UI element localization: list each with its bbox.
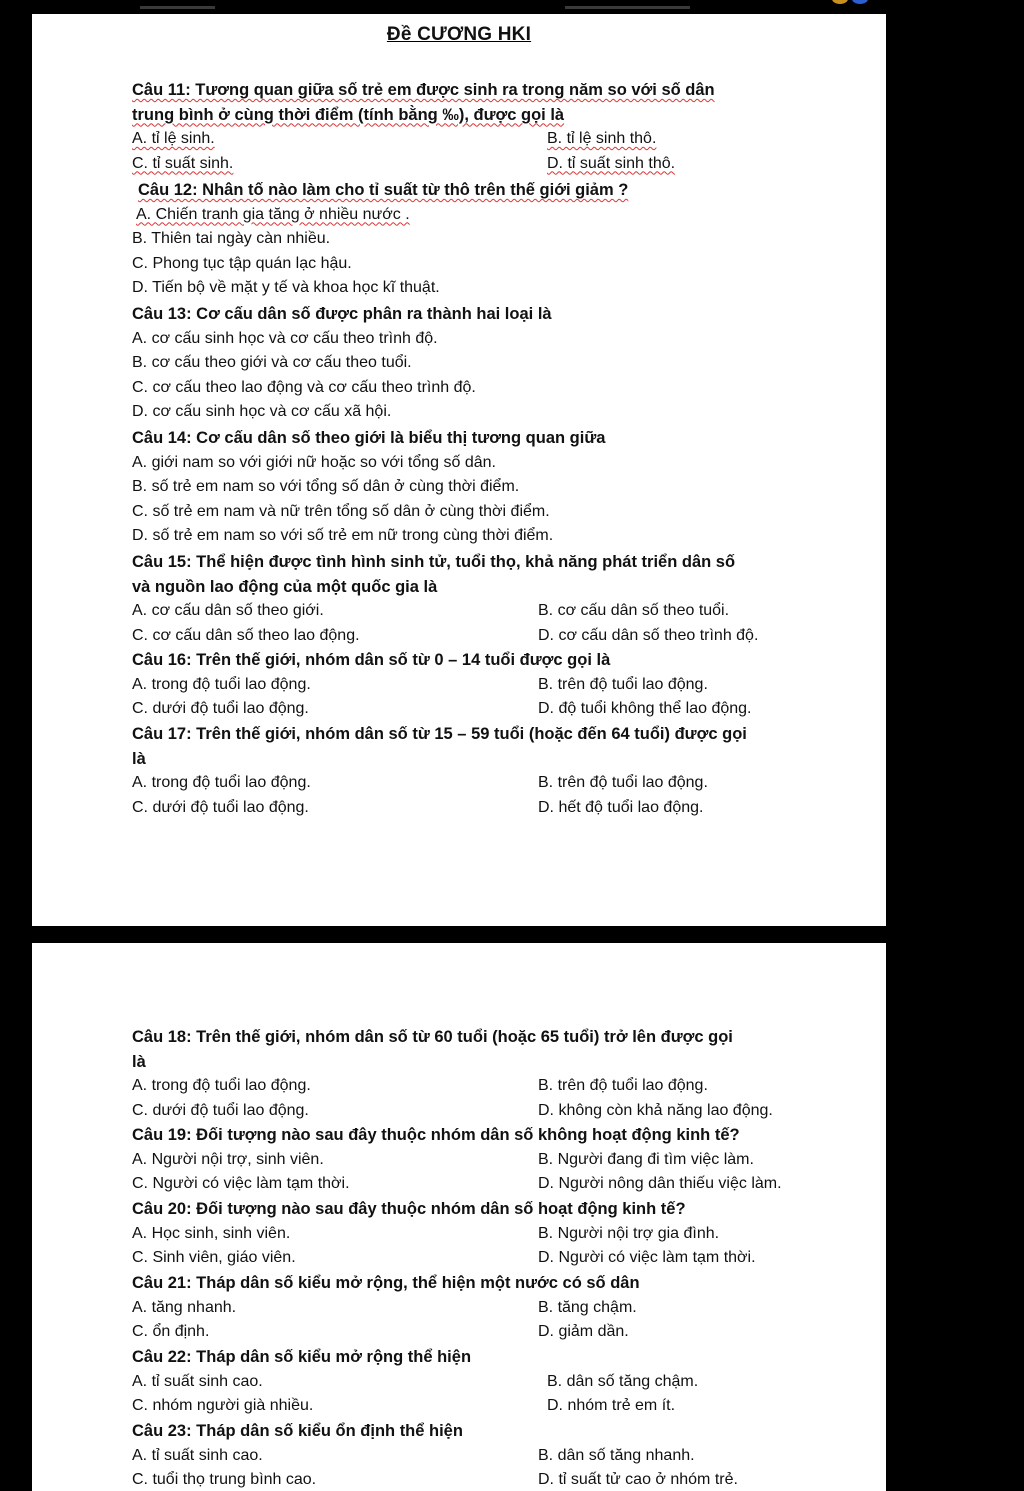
question-stem: là [132,749,146,768]
question-stem: Câu 16: Trên thế giới, nhóm dân số từ 0 – 14 tuổi được gọi là [132,651,611,669]
document-page-2 [32,943,886,1491]
document-page-1 [32,14,886,926]
option-b: B. dân số tăng nhanh. [538,1446,695,1464]
question-stem: Câu 19: Đối tượng nào sau đây thuộc nhóm dân số không hoạt động kinh tế? [132,1126,740,1144]
option-a: A. Học sinh, sinh viên. [132,1224,291,1242]
orange-icon [832,0,848,4]
question-13 [132,302,842,425]
question-17 [132,722,842,820]
option-b: B. Người nội trợ gia đình. [538,1224,720,1242]
top-strip [0,0,1024,14]
option-a: A. tỉ lệ sinh. [132,130,215,147]
option-a: A. cơ cấu sinh học và cơ cấu theo trình độ. [132,329,438,347]
option-a: A. tỉ suất sinh cao. [132,1372,263,1390]
option-d: D. tỉ suất tử cao ở nhóm trẻ. [538,1471,738,1488]
option-d: D. nhóm trẻ em ít. [547,1397,676,1414]
option-d: D. không còn khả năng lao động. [538,1101,773,1119]
option-a: A. tăng nhanh. [132,1298,237,1316]
option-c: C. dưới độ tuổi lao động. [132,798,309,816]
option-d: D. Người nông dân thiếu việc làm. [538,1175,782,1192]
question-22 [132,1345,842,1419]
question-stem: Câu 14: Cơ cấu dân số theo giới là biểu thị tương quan giữa [132,429,606,447]
option-c: C. dưới độ tuổi lao động. [132,1101,309,1119]
question-stem: Câu 13: Cơ cấu dân số được phân ra thành hai loại là [132,305,552,323]
question-stem: Câu 18: Trên thế giới, nhóm dân số từ 60 tuổi (hoặc 65 tuổi) trở lên được gọi [132,1028,733,1046]
question-stem: và nguồn lao động của một quốc gia là [132,577,438,596]
option-d: D. cơ cấu dân số theo trình độ. [538,626,759,644]
option-c: C. cơ cấu dân số theo lao động. [132,626,360,644]
page-title: Đề CƯƠNG HKI [386,24,532,45]
option-a: A. giới nam so với giới nữ hoặc so với tổng số dân. [132,453,496,471]
question-21 [132,1271,842,1345]
question-stem: trung bình ở cùng thời điểm (tính bằng ‰), được gọi là [132,105,565,124]
option-b: B. cơ cấu dân số theo tuổi. [538,602,730,619]
option-d: D. số trẻ em nam so với số trẻ em nữ trong cùng thời điểm. [132,527,554,544]
question-stem: Câu 11: Tương quan giữa số trẻ em được sinh ra trong năm so với số dân [132,81,715,99]
option-a: A. Chiến tranh gia tăng ở nhiều nước . [136,205,410,223]
question-stem: là [132,1052,146,1071]
question-stem: Câu 22: Tháp dân số kiểu mở rộng thể hiện [132,1348,472,1366]
faint-text [565,6,690,9]
option-b: B. số trẻ em nam so với tổng số dân ở cùng thời điểm. [132,478,520,495]
option-d: D. hết độ tuổi lao động. [538,798,704,816]
option-c: C. ổn định. [132,1323,210,1340]
question-stem: Câu 23: Tháp dân số kiểu ổn định thể hiện [132,1422,463,1440]
option-c: C. cơ cấu theo lao động và cơ cấu theo trình độ. [132,378,476,396]
option-c: C. Phong tục tập quán lạc hậu. [132,254,352,272]
question-20 [132,1197,842,1271]
option-d: D. Tiến bộ về mặt y tế và khoa học kĩ thuật. [132,279,440,296]
question-12 [132,178,842,301]
option-a: A. Người nội trợ, sinh viên. [132,1150,324,1168]
faint-text [140,6,215,9]
option-c: C. Người có việc làm tạm thời. [132,1175,350,1192]
option-a: A. cơ cấu dân số theo giới. [132,602,324,619]
option-c: C. Sinh viên, giáo viên. [132,1249,296,1266]
option-b: B. trên độ tuổi lao động. [538,774,708,791]
question-16 [132,648,842,722]
option-a: A. trong độ tuổi lao động. [132,1077,311,1094]
question-14 [132,426,842,549]
option-b: B. trên độ tuổi lao động. [538,1077,708,1094]
question-19 [132,1123,842,1197]
option-a: A. trong độ tuổi lao động. [132,774,311,791]
option-d: D. tỉ suất sinh thô. [547,154,676,172]
option-a: A. trong độ tuổi lao động. [132,675,311,693]
option-b: B. tỉ lệ sinh thô. [547,130,657,147]
question-stem: Câu 20: Đối tượng nào sau đây thuộc nhóm dân số hoạt động kinh tế? [132,1200,686,1218]
question-15 [132,550,842,648]
question-stem: Câu 17: Trên thế giới, nhóm dân số từ 15 – 59 tuổi (hoặc đến 64 tuổi) được gọi [132,725,747,743]
option-d: D. Người có việc làm tạm thời. [538,1249,756,1266]
question-23 [132,1419,842,1491]
option-b: B. Thiên tai ngày càn nhiều. [132,230,331,247]
option-c: C. tỉ suất sinh. [132,154,234,172]
question-stem: Câu 21: Tháp dân số kiểu mở rộng, thể hiện một nước có số dân [132,1274,640,1292]
question-stem: Câu 15: Thể hiện được tình hình sinh tử, tuổi thọ, khả năng phát triển dân số [132,553,736,571]
option-b: B. trên độ tuổi lao động. [538,675,708,693]
option-c: C. số trẻ em nam và nữ trên tổng số dân ở cùng thời điểm. [132,502,550,520]
question-11 [132,78,842,176]
option-b: B. cơ cấu theo giới và cơ cấu theo tuổi. [132,354,412,371]
option-b: B. Người đang đi tìm việc làm. [538,1150,754,1168]
option-d: D. giảm dần. [538,1323,629,1340]
blue-icon [852,0,868,4]
option-d: D. cơ cấu sinh học và cơ cấu xã hội. [132,403,392,420]
option-d: D. độ tuổi không thể lao động. [538,700,752,717]
option-a: A. tỉ suất sinh cao. [132,1446,263,1464]
option-b: B. dân số tăng chậm. [547,1372,699,1390]
option-c: C. tuổi thọ trung bình cao. [132,1471,317,1488]
question-18 [132,1025,842,1123]
option-c: C. dưới độ tuổi lao động. [132,700,309,717]
option-b: B. tăng chậm. [538,1298,637,1316]
question-stem: Câu 12: Nhân tố nào làm cho tỉ suất từ thô trên thế giới giảm ? [138,181,629,199]
option-c: C. nhóm người già nhiều. [132,1397,314,1414]
